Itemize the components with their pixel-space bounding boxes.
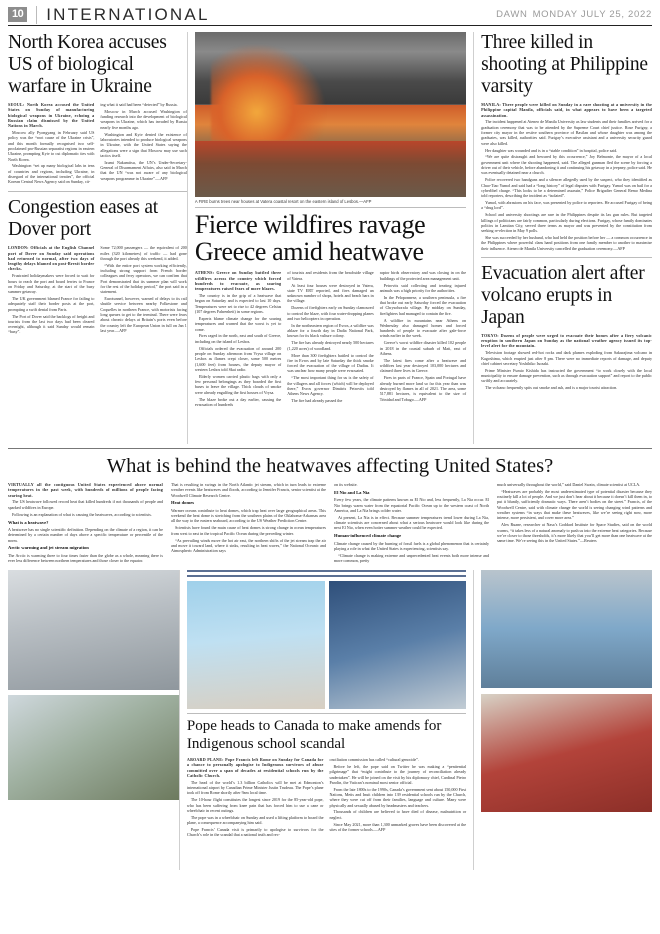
divider-feature-top [8, 448, 652, 449]
headline-wildfires: Fierce wildfires ravage Greece amid heatwave [194, 210, 426, 267]
left-column [8, 32, 187, 444]
pope-col1: ABOARD PLANE: Pope Francis left Rome on Sunday for Canada for a chance to personally apologise to Indigenous survivors of abuse committed over a span of decades at residential schools run by the Catholic Church. The head of the world’s 1.3 billion Catholics will be met at Edmonton’s international airport by Canadian Prime Minister Justin Trudeau. The Pope’s plane took off from Rome shortly after 9am local time. The 10-hour flight constitutes the longest since 2019 for the 85-year-old pope, who has been suffering from knee pain that has forced him to use a cane or wheelchair in recent outings. The pope was in a wheelchair on Sunday and used a lifting platform to board the plane, a consequence accompanying him said. Pope Francis’ Canada visit is primarily to apologise to survivors for the Church’s role in the scandal that a national truth and rec- [186, 757, 324, 838]
divider-bottom-center [187, 713, 466, 714]
nk-body-col2: ing what it said had been “detected” by Russia. Moscow in March accused Washington of funding research into the development of biological weapons in Ukraine, which has invaded by Russia nearly five months ago. Washington and Kyiv denied the existence of laboratories intended to produce biological weapons in Ukraine, with the United States saying the allegations were a sign that Moscow may use such tactics itself. Izumi Nakamitsu, the UN’s Under-Secretary-General of Disarmament Affairs, also said in March that the UN “was not aware of any biological weapons programme in Ukraine”.—AFP [100, 102, 187, 181]
hw-col2: That is resulting in swings in the North Atlantic jet stream, which in turn leads to extreme weather events like heatwaves and floods, according to Jennifer Francis, senior scientist at the Woodwell Climate Research Centre. Heat domes Warmer oceans contribute to heat domes, which trap heat over large geographical areas. This weekend the heat dome is stretching from the southern plains of the Oklahoma-Arkansas area all the way to the eastern seaboard, according to the US Weather Prediction Centre. Scientists have found the main cause of heat domes is strong change in ocean temperatures from west to east in the tropical Pacific Ocean during the preceding winter. “As prevailing winds move the hot air east, the northern shifts of the jet stream trap the air and move it toward land, where it sinks, resulting in heat waves,” the National Oceanic and Atmospheric Administration says [171, 482, 326, 554]
right-column [473, 32, 652, 444]
hw-col4: much universally throughout the world,” said Daniel Swain, climate scientist at UCLA. “Heatwaves are probably the most underestimated type of potential disaster because they routinely kill a lot of people. And we just don’t hear about it because it doesn’t kill them in, to put it bluntly, sufficiently dramatic ways. There aren’t bodies on the street.” Francis, of the Woodwell Centre, said with climate change the world is seeing changing wind patterns and weather systems “in ways that make these heatwaves, like we’re seeing right now, more intense, more persistent, and cover more area.” Alex Ruane, researcher at Nasa’s Goddard Institute for Space Studies, said on the world warms, “it takes less of a natural anomaly to push us into the extreme heat categories. Because we’re closer to those thresholds, it’s more likely that you’ll get more than one heatwave at the same time. We’re seeing this in the United States.”—Reuters [497, 482, 652, 544]
masthead [8, 4, 652, 26]
pope-col2: onciliation commission has called “cultural genocide”. Before he left, the pope said on Twitter he was making a “penitential pilgrimage” that “might contribute to the journey of reconciliation already undertaken”. He will be joined on the visit by his diplomacy chief, Cardinal Pietro Parolin, the Vatican’s nominal most senior official. From the late 1800s to the 1990s, Canada’s government sent about 150,000 First Nations, Metis and Inuit children into 139 residential schools run by the Church, where they were cut off from their families, language and culture. Many were physically and sexually abused by headmasters and teachers. Thousands of children are believed to have died of disease, malnutrition or neglect. Since May 2021, more than 1,300 unmarked graves have been discovered at the sites of the former schools.—AFP [329, 757, 467, 832]
divider-right-1 [481, 257, 652, 258]
hw-subhead-heat-domes: Heat domes [171, 500, 195, 506]
article-north-korea[interactable] [8, 32, 187, 186]
photo-greece-wildfire [195, 32, 466, 197]
page-number: 10 [8, 7, 27, 22]
top-zone [8, 32, 652, 444]
caption-greece-wildfire: A FIRE burns trees near houses at Vatera coastal resort on the eastern island of Lesbos.—AFP [194, 199, 372, 204]
pope-body [187, 757, 466, 839]
masthead-dateline [496, 9, 652, 20]
headline-pope-canada: Pope heads to Canada to make amends for Indigenous school scandal [186, 718, 442, 752]
bottom-zone [8, 570, 652, 870]
bottom-left-column [8, 570, 179, 870]
feature-heatwaves[interactable] [8, 448, 652, 565]
philippine-body: MANILA: Three people were killed on Sunday in a rare shooting at a university in the Philippine capital Manila, officials said, in what appears to have been a targeted assassination. The incident happened at Ateneo de Manila University as law students and their families arrived for a graduation ceremony that was to be attended by the Supreme Court chief justice. Rose Furigay, a former city mayor in the restive southern province of Basilan and whose daughter was among the graduates, was killed, authorities said. Furigay’s executive assistant and a university security guard were also killed. Her daughter was wounded and is in a “stable condition” in hospital, police said. “We are quite distraught and bewared by this occurrence,” Joy Belmonte, the mayor of a local government unit where the shooting happened, said. The alleged gunman fled the scene by forcing a driver out of their vehicle, before abandoning it and continuing his getaway in a jeepney, police said. He was eventually detained near a church. Police recovered two handguns and a silencer allegedly used by the suspect, who they identified as Chao-Tiao Yumol and said had a “long history” of legal disputes with Furigay. Yumol was on bail for a cyberlibel charge. “This looks to be a determined assassin,” Police Brigadier General Remo Medina told reporters, describing the incident as “isolated”. Yumol, with abrasions on his face, was presented by police to reporters. He accused Furigay of being a “drug lord”. School and university shootings are rare in the Philippines despite its lax gun rules. But targeted killings of politicians are fairly common, particularly during elections. Furigay, whose family dominates politics in Lamitan City, served three terms as mayor and was prevented by the constitution from seeking re-election in May 9 polls. She was succeeded by her husband, who had held the position before her — a common occurrence in the Philippines where powerful clans hand positions from one family member to another to maximise their influence. Ateneo de Manila University cancelled the graduation ceremony.—AFP [481, 102, 652, 251]
center-column [187, 32, 473, 444]
newspaper-page [0, 4, 660, 934]
hw-subhead-el-nino: El Nio and La Nia [334, 489, 370, 495]
hw-subhead-what-is-heatwave: What is a heatwave? [8, 519, 49, 525]
bottom-center-column [179, 570, 473, 870]
headline-dover: Congestion eases at Dover port [8, 197, 159, 241]
hw-subhead-arctic-warming: Arctic warming and jet stream migration [8, 545, 89, 551]
wf-col3: raptor birds observatory and was closing in on the buildings of the protected area management unit. Petrovits said collecting and treating injured animals was a high priority for the authorities. In the Peloponnese, a southern peninsula, a fire that broke out early Saturday forced the evacuation of Chrysohorafa village. By midday on Sunday, firefighters had managed to contain the fire. A wildfire in mountains near Athens on Wednesday also damaged homes and forced hundreds of people to evacuate after gale-force winds earlier in the week. Greece’s worst wildfire disaster killed 102 people in 2018 in the coastal suburb of Mati, east of Athens. The latest fires come after a heatwave and wildfires last year destroyed 103,000 hectares and claimed three lives in Greece. Fires in parts of France, Spain and Portugal have already burned more land so far this year than was destroyed by flames in all of 2021. The area, some 517,881 hectares, is equivalent to the size of Trinidad and Tobago.—AFP [379, 270, 467, 402]
headline-north-korea: North Korea accuses US of biological warfare in Ukraine [8, 32, 167, 97]
hw-subhead-human-influenced: Human-influenced climate change [334, 533, 402, 539]
headline-volcano: Evacuation alert after volcano erupts in Japan [481, 262, 645, 328]
headline-heatwaves: What is behind the heatwaves affecting United States? [106, 455, 554, 477]
wf-col1: ATHENS: Greece on Sunday battled three wildfires across the country which forced hundreds to evacuate, as soaring temperatures raised fears of more blazes. The country is in the grip of a heatwave that began on Saturday and is expected to last 10 days. Temperatures were set to rise to 42 degrees Celsius (107 degrees Fahrenheit) in some regions. Experts blame climate change for the soaring temperatures and warned that the worst is yet to come. Fires raged in the north, east and south of Greece, including on the island of Lesbos. Officials ordered the evacuation of around 200 people on Sunday afternoon from Vrysa village on Lesbos as flames crept closer, some 500 metres (1,600 feet) from houses, the deputy mayor of western Lesbos told Skai radio. Elderly women carried plastic bags with only a few personal belongings as they boarded the first buses to leave the village. Thick clouds of smoke were already engulfing the first houses of Vrysa. The blaze broke out a day earlier, causing the evacuation of hundreds [194, 270, 282, 407]
section-title: INTERNATIONAL [36, 6, 209, 24]
heatwaves-body [8, 482, 652, 565]
newsmakers-banner [187, 570, 466, 577]
wildfires-body [195, 270, 466, 408]
bottom-right-column [473, 570, 652, 870]
nk-body-col1: SEOUL: North Korea accused the United States on Sunday of manufacturing biological weapons in Ukraine, echoing a Russian claim dismissed by the United Nations in March. Moscow ally Pyongyang in February said US policy was the “root cause of the Ukraine crisis”, and this month formally recognised two self-proclaimed pro-Russian separatist regions in eastern Ukraine, prompting Kyiv to cut diplomatic ties with North Korea. Washington “set up many biological labs in tens of countries and regions, including Ukraine, in disregard of the international treaties”, the official Korean Central News Agency said on Sunday, cit- [8, 102, 95, 185]
dover-body-col1: LONDON: Officials at the English Channel port of Dover on Sunday said operations had returned to normal, after two days of lengthy delays blamed on post-Brexit border checks. Frustrated holidaymakers were forced to wait for hours to reach the port and board ferries to France on Friday and Saturday, at the start of the busy summer getaway. The UK government blamed France for failing to adequately staff their border posts at the port, prompting a swift denial from Paris. The Port of Dover said the backlogs of freight and tourists from the last two days had been cleared overnight, although it said Sunday would remain “busy”. [8, 245, 95, 335]
article-philippine[interactable] [481, 32, 652, 251]
wf-col2: of tourists and residents from the beachside village of Vatera. At least four houses were destroyed in Vatera, state TV ERT reported, and fires damaged an unknown number of shops, hotels and beach bars in the village. Dozens of firefighters early on Sunday clamoured to control the blaze, with four water-dropping planes and two helicopters in operation. In the northeastern region of Evros, a wildfire was ablaze for a fourth day in Dadia National Park, known for its black vulture colony. The fire has already destroyed nearly 500 hectares (1,220 acres) of woodland. More than 300 firefighters battled to control the fire in Evros and by late Saturday the thick smoke forced the evacuation of the village of Dadias. It was unclear how many people were evacuated. “The most important thing for us is the safety of the villagers and all forces (which) will be deployed there,” Evros governor Dimitris Petrovits told Athens News Agency. The fire had already passed the [287, 270, 374, 404]
hw-col3: on its website. El Nio and La Nia Every few years, the climate patterns known as El Nio and, less frequently, La Nia occur. El Nio brings warm water from the equatorial Pacific Ocean up to the western coast of North America, and La Nia brings colder water. At present, La Nia is in effect. Because summer temperatures trend lower during La Nia, climate scientists are concerned about what a serious heatwave would look like during the next El Nio, when even hotter summer weather could be expected. Human-influenced climate change Climate change caused by the burning of fossil fuels is a global phenomenon that is certainly playing a role in what the United States is experiencing, scientists say. “Climate change is making extreme and unprecedented heat events both more intense and more common, pretty [334, 482, 489, 564]
photo-jakarta-military [8, 695, 179, 800]
article-volcano[interactable] [481, 263, 652, 391]
volcano-body: TOKYO: Dozens of people were urged to evacuate their homes after a fiery volcanic eruption in southern Japan on Sunday as the national weather agency issued its top-level alert for the mountain. Television footage showed red-hot rocks and dark plumes exploding from Sakurajima volcano in Kagoshima, which erupted just after 8 pm. There were no immediate reports of damage, and deputy chief cabinet secretary Yoshihiko Isozaki. Prime Minister Fumio Kishida has instructed the government “to work closely with the local municipality to ensure damage prevention, such as through evacuation support” and report to the public swiftly and accurately. The volcano frequently spits out smoke and ash, and is a major tourist attraction. [481, 332, 652, 391]
divider-left-1 [8, 191, 187, 192]
publication-name: DAWN [496, 9, 528, 20]
photo-berlin-demonstration [8, 570, 179, 690]
photo-newsmakers-second [329, 581, 467, 709]
publication-date: MONDAY JULY 25, 2022 [532, 9, 652, 20]
headline-philippine: Three killed in shooting at Philippine varsity [481, 32, 648, 97]
photo-tampa-protest [481, 694, 652, 812]
hw-col1: VIRTUALLY all the contiguous United States experienced above normal temperatures in the past week, with hundreds of millions of people facing searing heat. The US heatwave followed record heat that killed hundreds if not thousands of people and sparked wildfires in Europe. Following is an explanation of what is causing the heatwaves, according to scientists. What is a heatwave? A heatwave has no single scientific definition. Depending on the climate of a region, it can be determined by a certain number of days above a specific temperature or percentile of the norm. Arctic warming and jet stream migration The Arctic is warming three to four times faster than the globe as a whole, meaning there is ever less difference between northern temperatures and those closer to the equator. [8, 482, 163, 564]
newsmakers-photos [187, 581, 466, 709]
nk-dateline: SEOUL: North Korea accused the United States on Sunday of manufacturing biological weapons in Ukraine, echoing a Russian claim dismissed by the United Nations in March. [8, 102, 95, 129]
photo-pope-boarding [187, 581, 325, 709]
dover-body-col2: Some 72,000 passengers — the equivalent of 200 miles (320 kilometres) of traffic — had gone through the port already this weekend, it added. “With the entire port system working efficiently, including strong support from French border colleagues and ferry operators, we can confirm that Port demonstrated that its summer plan will work for the rest of the holiday period,” the port said in a statement. Eurotunnel, however, warned of delays to its rail shuttle service between nearby Folkestone and Coquelles in northern France, with motorists facing long queues to get to the terminal. There were fears about chronic delays at Britain’s ports even before the country left the European Union in full on Jan 1 last year.—AFP [100, 245, 187, 333]
divider-center-1 [195, 207, 466, 208]
article-dover[interactable] [8, 197, 187, 336]
photo-comic-con [481, 570, 652, 688]
